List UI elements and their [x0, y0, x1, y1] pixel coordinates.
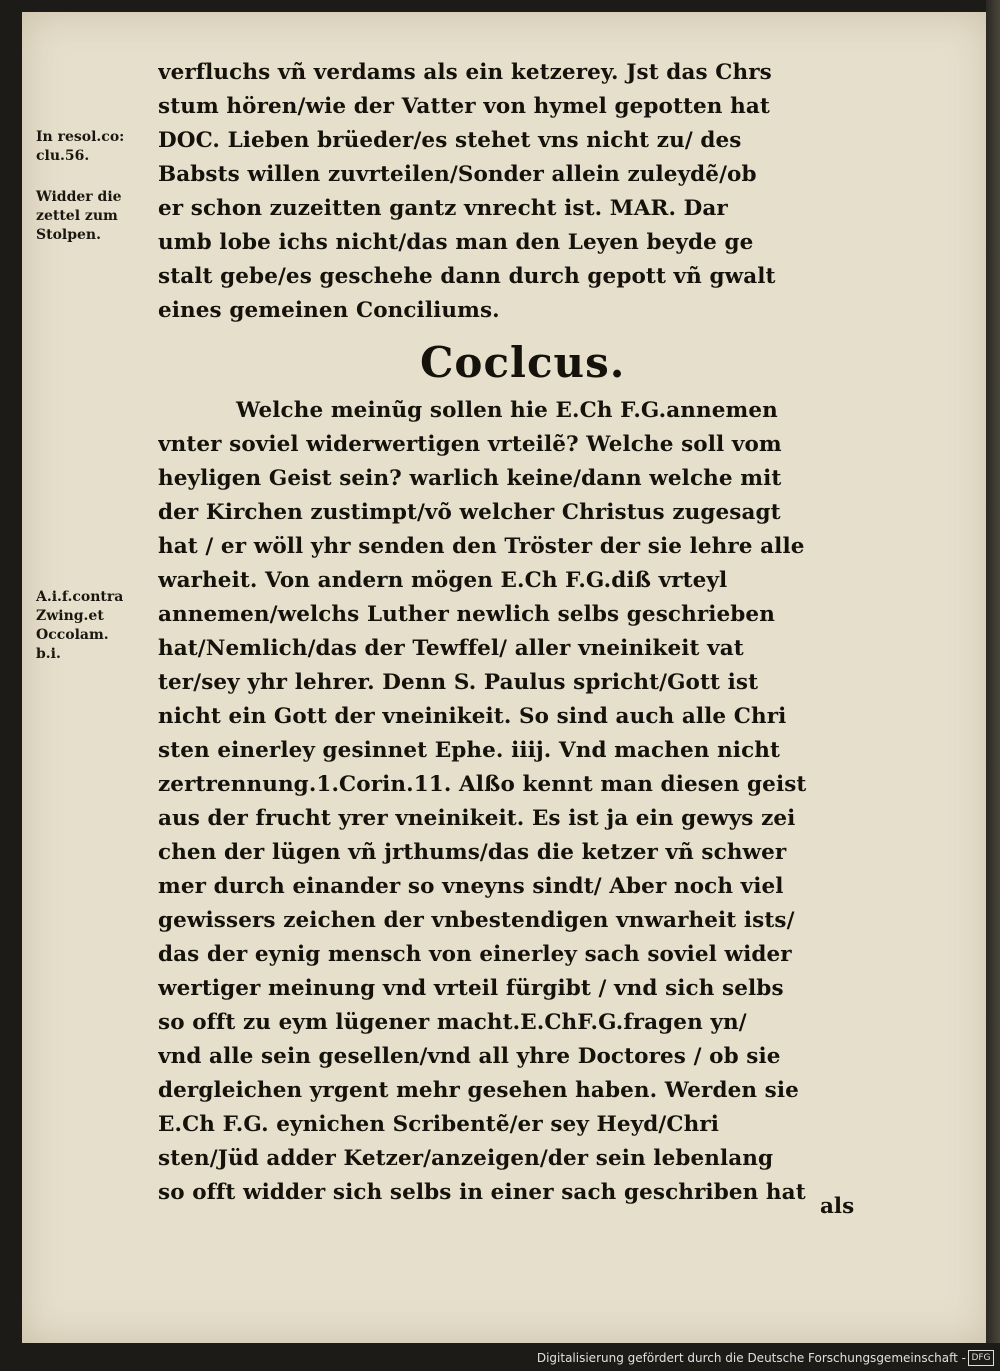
text-line: das der eynig mensch von einerley sach soviel wider	[158, 942, 792, 967]
text-line: vnter soviel widerwertigen vrteilẽ? Welche soll vom	[158, 432, 782, 457]
text-line: zertrennung.1.Corin.11. Alßo kennt man diesen geist	[158, 772, 807, 797]
text-line: stalt gebe/es geschehe dann durch gepott vñ gwalt	[158, 264, 776, 289]
section-heading: Coclcus.	[420, 338, 626, 387]
text-line: vnd alle sein gesellen/vnd all yhre Doctores / ob sie	[158, 1044, 781, 1069]
text-line: E.Ch F.G. eynichen Scribentẽ/er sey Heyd/Chri	[158, 1112, 720, 1137]
margin-note-2: Widder die zettel zum Stolpen.	[36, 189, 122, 243]
main-paragraph	[158, 394, 898, 1210]
text-line: gewissers zeichen der vnbestendigen vnwarheit ists/	[158, 908, 795, 933]
text-line: der Kirchen zustimpt/võ welcher Christus zugesagt	[158, 500, 781, 525]
text-line: dergleichen yrgent mehr gesehen haben. Werden sie	[158, 1078, 799, 1103]
text-line: annemen/welchs Luther newlich selbs geschrieben	[158, 602, 775, 627]
text-line: warheit. Von andern mögen E.Ch F.G.diß vrteyl	[158, 568, 728, 593]
text-line: umb lobe ichs nicht/das man den Leyen beyde ge	[158, 230, 754, 255]
text-line: so offt widder sich selbs in einer sach geschriben hat	[158, 1180, 806, 1205]
text-line: aus der frucht yrer vneinikeit. Es ist ja ein gewys zei	[158, 806, 796, 831]
page-edge	[986, 0, 1000, 1371]
text-line: nicht ein Gott der vneinikeit. So sind auch alle Chri	[158, 704, 787, 729]
text-line: verfluchs vñ verdams als ein ketzerey. Jst das Chrs	[158, 60, 772, 85]
top-paragraph	[158, 56, 898, 328]
text-line: wertiger meinung vnd vrteil fürgibt / vnd sich selbs	[158, 976, 784, 1001]
text-line: ter/sey yhr lehrer. Denn S. Paulus spricht/Gott ist	[158, 670, 759, 695]
text-line: so offt zu eym lügener macht.E.ChF.G.fragen yn/	[158, 1010, 747, 1035]
text-line: sten einerley gesinnet Ephe. iiij. Vnd machen nicht	[158, 738, 781, 763]
funding-notice: Digitalisierung gefördert durch die Deutsche Forschungsgemeinschaft -	[536, 1351, 966, 1365]
text-line: stum hören/wie der Vatter von hymel gepotten hat	[158, 94, 770, 119]
margin-note-1: In resol.co: clu.56.	[36, 129, 125, 164]
margin-note-3: A.i.f.contra Zwing.et Occolam. b.i.	[36, 589, 124, 662]
text-line: hat/Nemlich/das der Tewffel/ aller vneinikeit vat	[158, 636, 744, 661]
text-line: Welche meinũg sollen hie E.Ch F.G.annemen	[236, 398, 778, 423]
text-line: er schon zuzeitten gantz vnrecht ist. MAR. Dar	[158, 196, 728, 221]
catchword: als	[820, 1194, 855, 1219]
text-line: Babsts willen zuvrteilen/Sonder allein zuleydẽ/ob	[158, 162, 757, 187]
text-line: sten/Jüd adder Ketzer/anzeigen/der sein lebenlang	[158, 1146, 774, 1171]
text-line: chen der lügen vñ jrthums/das die ketzer vñ schwer	[158, 840, 787, 865]
text-line: DOC. Lieben brüeder/es stehet vns nicht zu/ des	[158, 128, 742, 153]
text-line: mer durch einander so vneyns sindt/ Aber noch viel	[158, 874, 784, 899]
text-line: heyligen Geist sein? warlich keine/dann welche mit	[158, 466, 782, 491]
dfg-logo-icon: DFG	[968, 1350, 994, 1366]
text-line: eines gemeinen Conciliums.	[158, 298, 500, 323]
text-line: hat / er wöll yhr senden den Tröster der sie lehre alle	[158, 534, 805, 559]
